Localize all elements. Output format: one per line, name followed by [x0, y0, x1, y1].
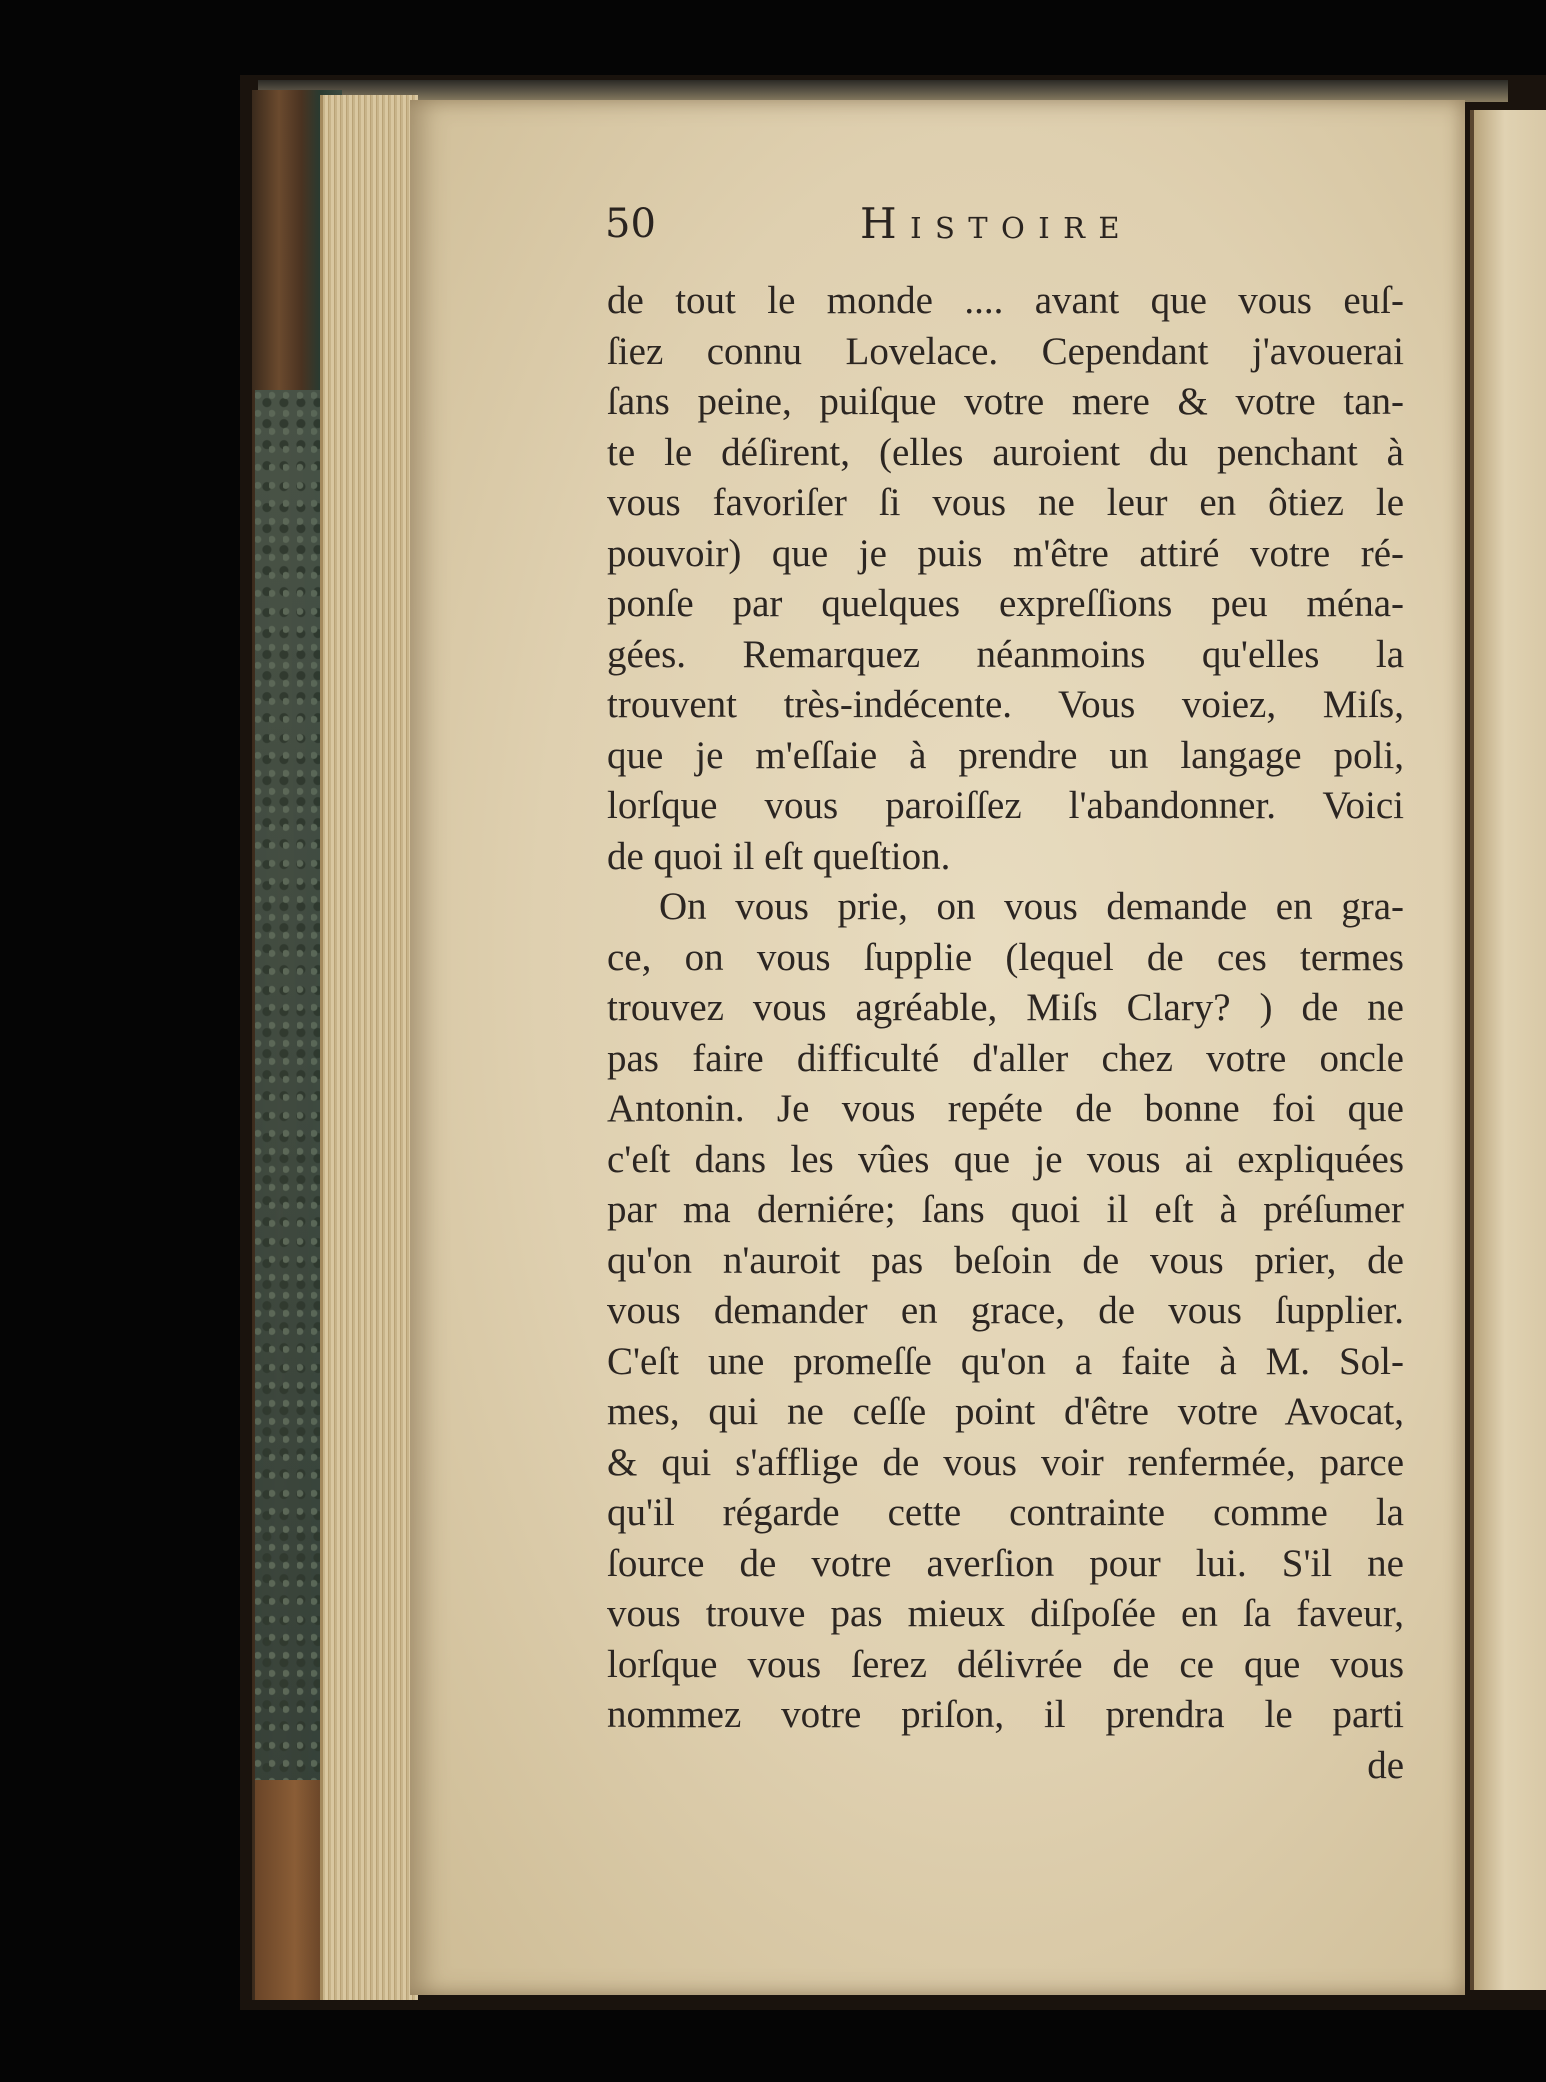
page-edges [320, 95, 418, 2000]
text-line: Antonin. Je vous repéte de bonne foi que [607, 1087, 1404, 1130]
text-line: vous favoriſer ſi vous ne leur en ôtiez le [607, 481, 1404, 524]
text-line: vous demander en grace, de vous ſupplier. [607, 1289, 1404, 1332]
text-line: trouvez vous agréable, Miſs Clary? ) de ne [607, 986, 1404, 1029]
text-line: ce, on vous ſupplie (lequel de ces termes [607, 935, 1404, 979]
text-line: ſiez connu Lovelace. Cependant j'avouerai [607, 329, 1404, 373]
paragraph-start-line: On vous prie, on vous demande en gra- [659, 885, 1404, 928]
text-line: lorſque vous paroiſſez l'abandonner. Voici [607, 784, 1404, 827]
text-line: pouvoir) que je puis m'être attiré votre ré- [607, 531, 1404, 575]
text-line: de quoi il eſt queſtion. [607, 834, 951, 878]
text-line: qu'il régarde cette contrainte comme la [607, 1491, 1404, 1534]
running-title: Histoire [860, 199, 1134, 248]
text-line: C'eſt une promeſſe qu'on a faite à M. Sol- [607, 1339, 1404, 1383]
text-line: mes, qui ne ceſſe point d'être votre Avocat, [607, 1390, 1404, 1433]
text-line: gées. Remarquez néanmoins qu'elles la [607, 632, 1404, 676]
text-line: ponſe par quelques expreſſions peu ména- [607, 582, 1404, 625]
catchword: de [1367, 1743, 1404, 1787]
text-line: ſource de votre averſion pour lui. S'il ne [607, 1541, 1404, 1585]
text-line: trouvent très-indécente. Vous voiez, Miſs, [607, 683, 1404, 726]
page-number: 50 [605, 201, 656, 247]
text-line: vous trouve pas mieux diſpoſée en ſa faveur, [607, 1592, 1404, 1635]
text-line: de tout le monde .... avant que vous euſ- [607, 279, 1404, 322]
text-line: te le déſirent, (elles auroient du penchant à [607, 430, 1404, 474]
facing-page-edge [1470, 110, 1546, 1990]
body-text [607, 276, 1404, 1791]
book-top-edge [258, 80, 1508, 102]
text-line: & qui s'afflige de vous voir renfermée, parce [607, 1440, 1404, 1484]
text-line: pas faire difficulté d'aller chez votre oncle [607, 1036, 1404, 1080]
text-line: que je m'eſſaie à prendre un langage poli, [607, 733, 1404, 777]
text-line: nommez votre priſon, il prendra le parti [607, 1693, 1404, 1736]
text-line: lorſque vous ſerez délivrée de ce que vous [607, 1642, 1404, 1686]
text-line: qu'on n'auroit pas beſoin de vous prier, de [607, 1238, 1404, 1282]
text-line: ſans peine, puiſque votre mere & votre tan- [607, 380, 1404, 423]
text-line: c'eſt dans les vûes que je vous ai expliquées [607, 1137, 1404, 1181]
text-line: par ma derniére; ſans quoi il eſt à préſumer [607, 1188, 1404, 1231]
page-header [605, 195, 1165, 255]
